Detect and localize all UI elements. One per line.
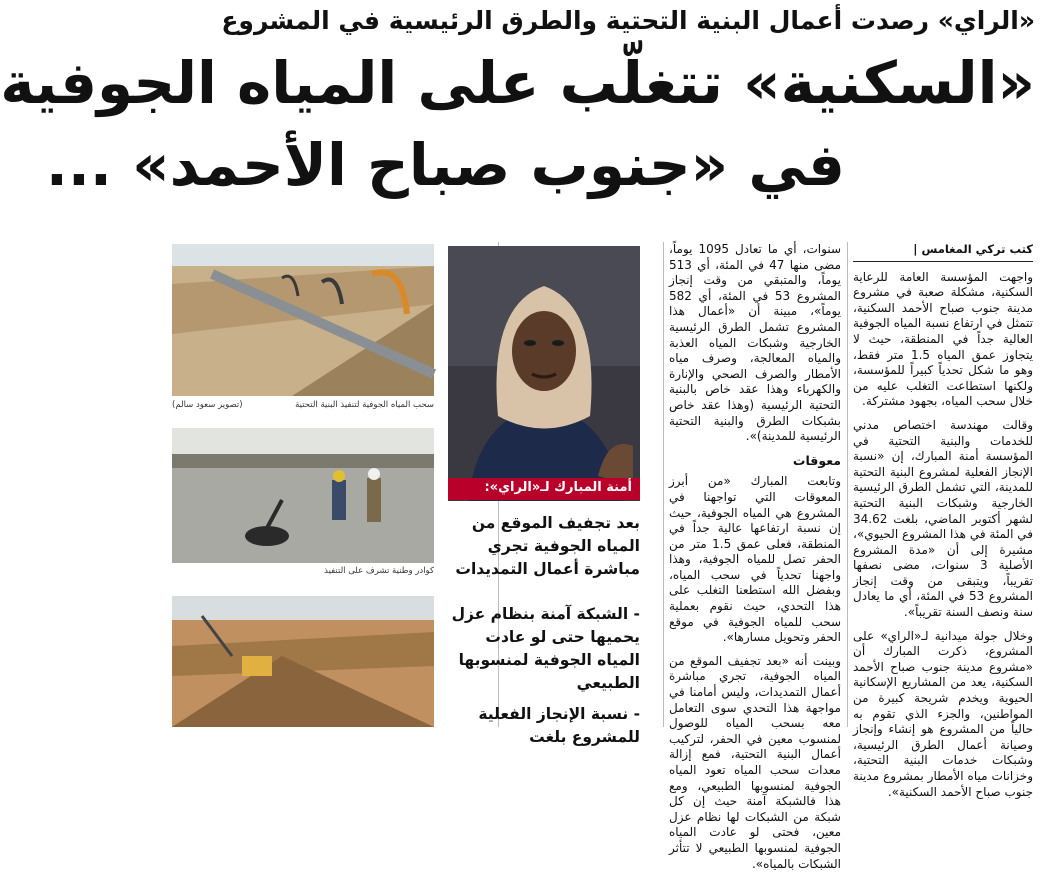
- paragraph: وبينت أنه «بعد تجفيف الموقع من المياه الجوفية، تجري مباشرة أعمال التمديدات، وليس أمامنا في مواجهة هذا التحدي سوى التعامل معه بسحب المياه للوصول لمنسوب معين في الحفر، لتركيب أعمال البنية التحتية، فمع إزالة معدات سحب المياه تعود المياه الجوفية لمنسوبها الطبيعي، ومع هذا فالشبكة آمنة حيث إن كل شبكة من الشبكات لها نظام عزل معين، فحتى لو عادت المياه الجوفية لمنسوبها الطبيعي لا تتأثر الشبكات بالمياه».: [669, 653, 841, 871]
- pullquote: بعد تجفيف الموقع من المياه الجوفية تجري مباشرة أعمال التمديدات: [455, 514, 640, 578]
- byline: كتب تركي المغامس |: [853, 242, 1033, 262]
- excavation-photo-illustration: [172, 596, 434, 727]
- paragraph: سنوات، أي ما تعادل 1095 يوماً، مضى منها 47 في المئة، أي 513 يوماً، والمتبقي من وقت إنجاز المشروع 53 في المئة، أي 582 يوماً»، مبينة أن «أعمال هذا المشروع تشمل الطرق الرئيسية الخارجية وشبكات المياه العذبة والمياه المعالجة، وصرف مياه الأمطار والصرف الصحي والإنارة والكهرباء وهذا عقد خاص بالبنية التحتية الرئيسية (وهذا عقد خاص بشبكات الطرق والبنية التحتية الرئيسية للمدينة)».: [669, 242, 842, 444]
- article-column-1: [853, 242, 1033, 799]
- pullquote: - نسبة الإنجاز الفعلية للمشروع بلغت: [478, 705, 640, 746]
- pullquote: - الشبكة آمنة بنظام عزل يحميها حتى لو عادت المياه الجوفية لمنسوبها الطبيعي: [451, 605, 640, 692]
- photo-water-pumping: [172, 244, 434, 396]
- portrait-caption: أمنة المبارك لـ«الراي»:: [448, 478, 640, 500]
- photo2-caption: [172, 566, 434, 576]
- main-headline-line1: «السكنية» تتغلّب على المياه الجوفية: [0, 49, 1035, 117]
- photo-credit: (تصوير سعود سالم): [172, 400, 243, 410]
- column-rule: [663, 242, 664, 727]
- portrait-illustration: [448, 246, 640, 501]
- portrait-photo: [448, 246, 640, 501]
- main-headline-line2: في «جنوب صباح الأحمد» ...: [45, 131, 845, 199]
- column-rule: [847, 242, 848, 727]
- paragraph: وتابعت المبارك «من أبرز المعوقات التي تواجهنا في المشروع هي المياه الجوفية، حيث إن نسبة ارتفاعها عالية جداً في المنطقة، فعلى عمق 1.5 متر من الحفر تصل للمياه الجوفية، وهذا واجهنا تحدياً في سحب المياه، وبفضل الله استطعنا التغلب على هذا التحدي، حيث نقوم بعملية سحب للمياه الجوفية في موقع الحفر وتحويل مسارها».: [669, 474, 841, 645]
- photo-excavation: [172, 596, 434, 727]
- section-subhead: معوقات: [792, 452, 841, 468]
- workers-photo-illustration: [172, 428, 434, 563]
- pipeline-photo-illustration: [172, 244, 434, 396]
- paragraph: وقالت مهندسة اختصاص مدني للخدمات والبنية التحتية في المؤسسة أمنة المبارك، إن «نسبة الإنجاز الفعلية لمشروع البنية التحتية للمدينة، التي تشمل الطرق الرئيسية الخارجية وشبكات البنية التحتية لشهر أكتوبر الماضي، بلغت 34.62 في المئة في هذا المشروع الحيوي»، مشيرة إلى أن «مدة المشروع الأصلية 3 سنوات، مضى نصفها تقريباً، ويتبقى من وقت إنجاز المشروع 53 في المئة، أي ما يعادل سنة ونصف السنة تقريباً».: [853, 417, 1033, 620]
- photo1-caption-text: سحب المياه الجوفية لتنفيذ البنية التحتية: [295, 400, 434, 410]
- paragraph: واجهت المؤسسة العامة للرعاية السكنية، مشكلة صعبة في مشروع مدينة جنوب صباح الأحمد السكنية، تتمثل في ارتفاع نسبة المياه الجوفية العالية جداً في المنطقة، حيث لا يتجاوز عمق المياه 1.5 متر فقط، وهو ما شكل تحدياً كبيراً للمؤسسة، ولكنها استطاعت التغلب عليه من خلال سحب المياه، بجهود مشتركة.: [853, 269, 1033, 409]
- photo2-caption-text: كوادر وطنية تشرف على التنفيذ: [324, 566, 434, 576]
- article-column-2: [669, 242, 842, 871]
- photo-workers: [172, 428, 434, 563]
- kicker-headline: «الراي» رصدت أعمال البنية التحتية والطرق الرئيسية في المشروع: [221, 6, 1035, 35]
- photo1-caption: [172, 400, 434, 410]
- paragraph: وخلال جولة ميدانية لـ«الراي» على المشروع، ذكرت المبارك أن «مشروع مدينة جنوب صباح الأحمد السكنية، يعد من المشاريع الإسكانية الحيوية ويخدم شريحة كبيرة من المواطنين، والجزء الذي تقوم به حالياً من المشروع هو إنشاء وإنجاز وصيانة أعمال الطرق الرئيسية، وشبكات خدمات البنية التحتية، وخزانات مياه الأمطار بمشروع مدينة جنوب صباح الأحمد السكنية».: [853, 628, 1033, 799]
